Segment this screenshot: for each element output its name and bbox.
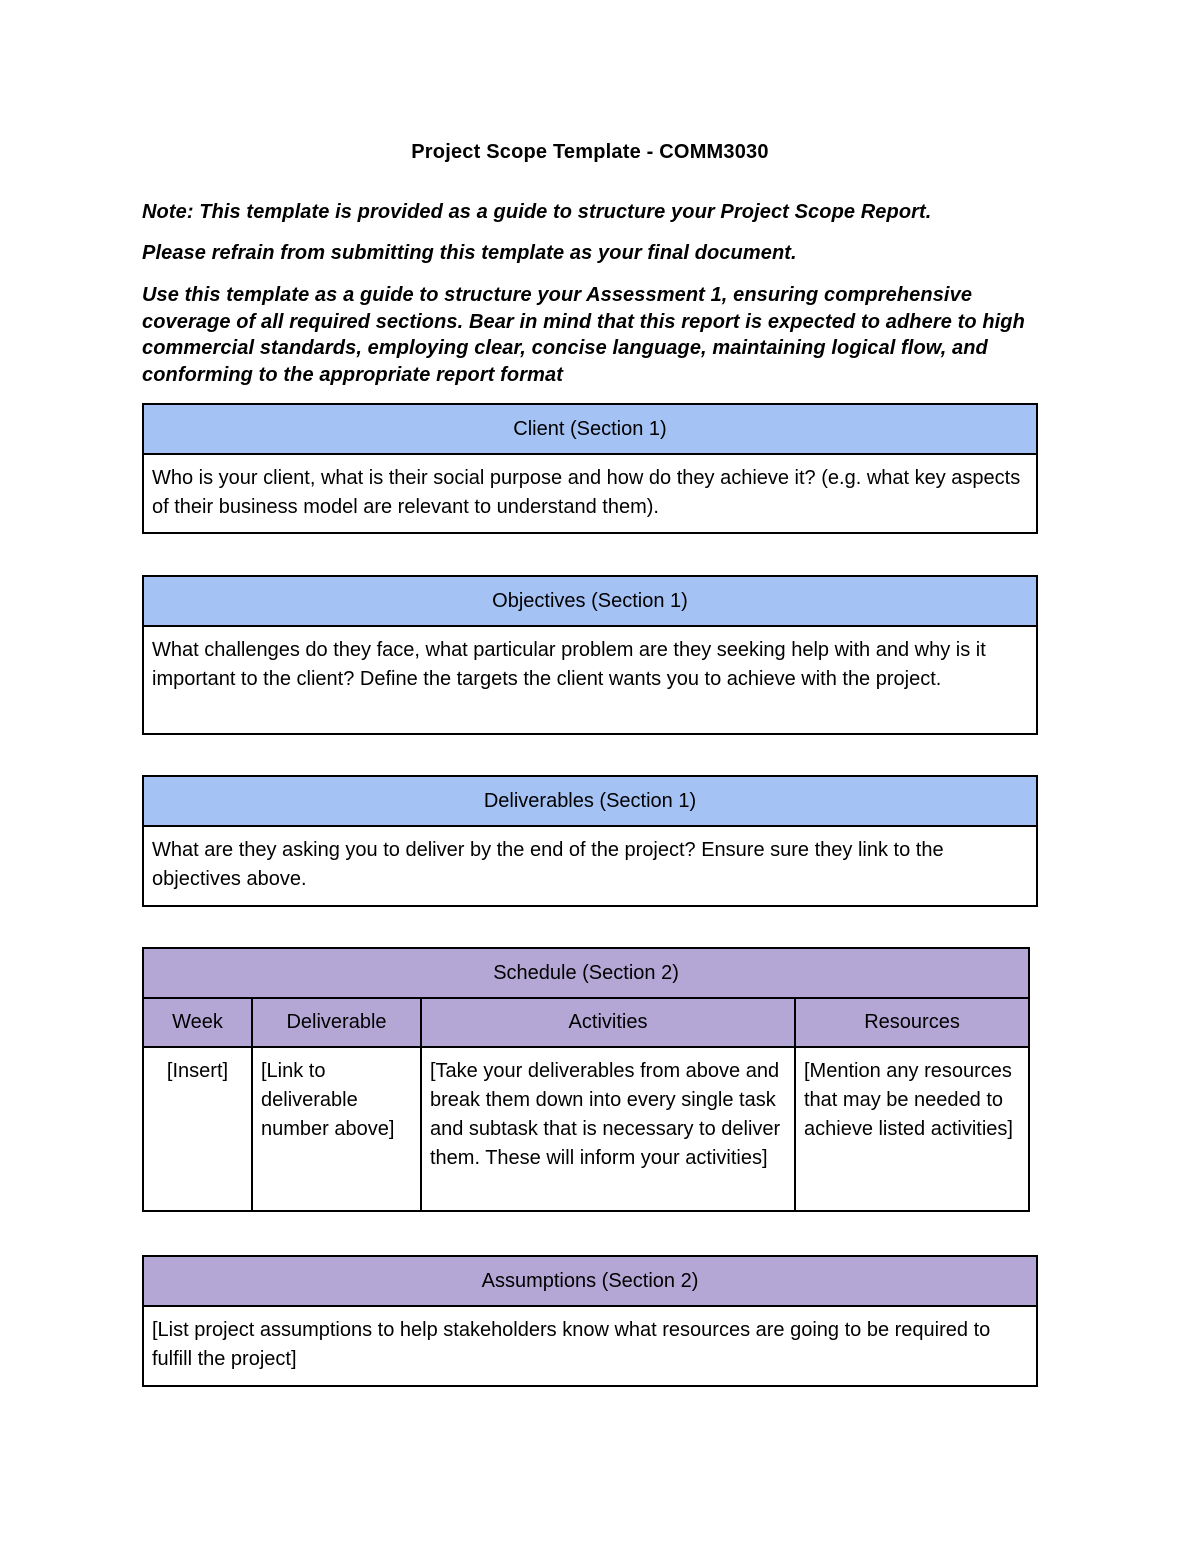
assumptions-section-heading: Assumptions (Section 2): [144, 1257, 1036, 1307]
deliverable-cell: [Link to deliverable number above]: [252, 1047, 421, 1211]
column-header-week: Week: [143, 998, 252, 1047]
schedule-table-heading: Schedule (Section 2): [143, 948, 1029, 998]
assumptions-section-body: [List project assumptions to help stakeholders know what resources are going to be required to fulfill the project]: [152, 1319, 991, 1370]
document-title: Project Scope Template - COMM3030: [411, 141, 769, 163]
column-header-deliverable: Deliverable: [252, 998, 421, 1047]
deliverables-section: [142, 775, 1038, 907]
client-section: [142, 403, 1038, 534]
note-guide: Note: This template is provided as a guide to structure your Project Scope Report.: [142, 201, 932, 223]
client-section-heading: Client (Section 1): [144, 405, 1036, 455]
week-cell: [Insert]: [143, 1047, 252, 1211]
client-section-body: Who is your client, what is their social purpose and how do they achieve it? (e.g. what key aspects of their business model are relevant to understand them).: [152, 467, 1021, 518]
table-row: [143, 1047, 1029, 1211]
resources-cell: [Mention any resources that may be needed to achieve listed activities]: [795, 1047, 1029, 1211]
assumptions-section: [142, 1255, 1038, 1387]
objectives-section-heading: Objectives (Section 1): [144, 577, 1036, 627]
note-instructions: Use this template as a guide to structure your Assessment 1, ensuring comprehensive coverage of all required sections. Bear in mind that this report is expected to adhere to high commercial standards, employing clear, concise language, maintaining logical flow, and conforming to the appropriate report format: [142, 284, 1025, 386]
objectives-section-body: What challenges do they face, what particular problem are they seeking help with and why is it important to the client? Define the targets the client wants you to achieve with the project.: [152, 639, 986, 690]
note-refrain: Please refrain from submitting this template as your final document.: [142, 242, 797, 264]
objectives-section: [142, 575, 1038, 735]
column-header-activities: Activities: [421, 998, 795, 1047]
activities-cell: [Take your deliverables from above and break them down into every single task and subtask that is necessary to deliver them. These will inform your activities]: [421, 1047, 795, 1211]
deliverables-section-body: What are they asking you to deliver by the end of the project? Ensure sure they link to the objectives above.: [152, 839, 944, 890]
column-header-resources: Resources: [795, 998, 1029, 1047]
schedule-table: [142, 947, 1030, 1212]
deliverables-section-heading: Deliverables (Section 1): [144, 777, 1036, 827]
